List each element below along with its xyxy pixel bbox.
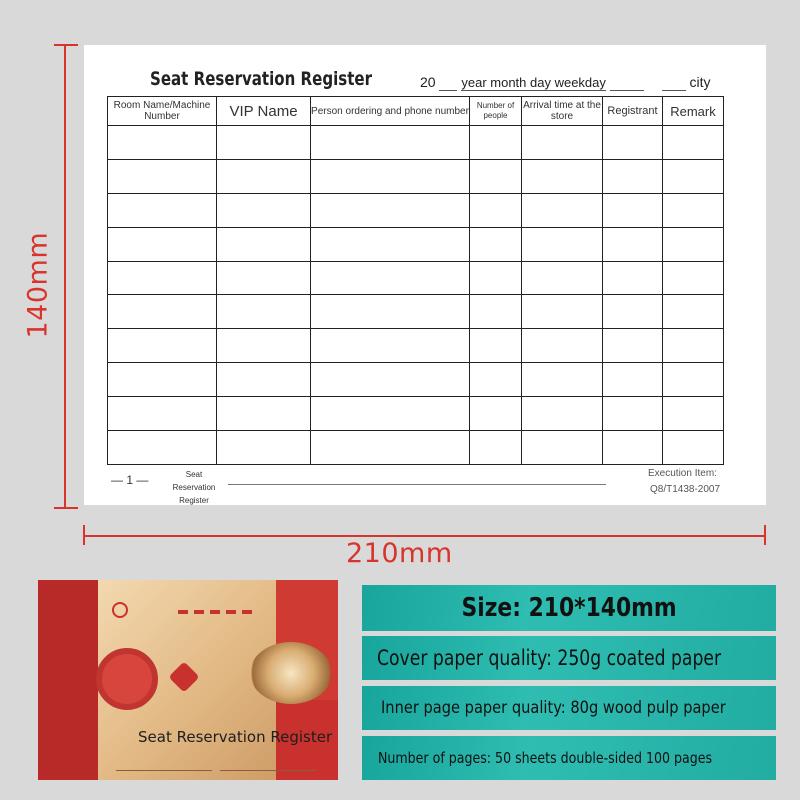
date-line — [420, 74, 710, 91]
height-dimension-tick-bottom — [54, 507, 78, 509]
table-row — [108, 295, 724, 329]
cover-red-panel — [38, 580, 98, 780]
spec-pages-band — [362, 736, 776, 780]
table-cell — [217, 397, 311, 431]
table-cell — [603, 126, 663, 160]
table-cell — [663, 261, 724, 295]
table-cell — [470, 397, 522, 431]
column-header-remark: Remark — [663, 97, 724, 126]
table-cell — [311, 363, 470, 397]
table-cell — [603, 363, 663, 397]
table-cell — [108, 363, 217, 397]
height-dimension-tick-top — [54, 44, 78, 46]
table-row — [108, 363, 724, 397]
column-header-arrival: Arrival time at the store — [522, 97, 603, 126]
table-cell — [603, 193, 663, 227]
table-cell — [311, 126, 470, 160]
table-cell — [663, 363, 724, 397]
table-cell — [108, 159, 217, 193]
peony-flower-icon — [250, 642, 332, 704]
table-cell — [522, 295, 603, 329]
table-cell — [108, 261, 217, 295]
table-cell — [663, 329, 724, 363]
table-cell — [522, 261, 603, 295]
height-dimension-line — [64, 45, 66, 507]
table-cell — [217, 126, 311, 160]
table-cell — [603, 329, 663, 363]
table-cell — [108, 227, 217, 261]
column-header-room: Room Name/Machine Number — [108, 97, 217, 126]
decorative-dots — [178, 610, 258, 614]
table-cell — [470, 159, 522, 193]
table-cell — [311, 397, 470, 431]
table-cell — [470, 126, 522, 160]
register-table — [107, 96, 724, 465]
table-cell — [470, 227, 522, 261]
footer-standard-code: Q8/T1438-2007 — [650, 484, 721, 495]
table-cell — [470, 193, 522, 227]
table-row — [108, 227, 724, 261]
table-row — [108, 397, 724, 431]
spec-cover-paper: Cover paper quality: 250g coated paper — [377, 646, 722, 670]
spec-cover-band — [362, 636, 776, 680]
table-row — [108, 431, 724, 465]
table-cell — [108, 126, 217, 160]
spec-pages: Number of pages: 50 sheets double-sided 100 pages — [378, 749, 713, 767]
column-header-vip-name: VIP Name — [217, 97, 311, 126]
table-row — [108, 261, 724, 295]
cover-line-left — [116, 770, 212, 771]
table-cell — [108, 329, 217, 363]
column-header-people: Number of people — [470, 97, 522, 126]
table-cell — [311, 329, 470, 363]
table-cell — [470, 261, 522, 295]
city-label: city — [689, 74, 711, 90]
spec-inner-band — [362, 686, 776, 730]
table-cell — [470, 295, 522, 329]
table-cell — [522, 126, 603, 160]
width-dimension-tick-right — [764, 525, 766, 545]
table-cell — [522, 193, 603, 227]
width-dimension-line — [84, 535, 766, 537]
date-words: year month day weekday — [461, 75, 606, 90]
table-cell — [663, 126, 724, 160]
table-cell — [108, 295, 217, 329]
cover-title: Seat Reservation Register — [138, 728, 333, 746]
table-cell — [470, 431, 522, 465]
table-cell — [522, 227, 603, 261]
table-row — [108, 159, 724, 193]
width-dimension-tick-left — [83, 525, 85, 545]
table-cell — [522, 431, 603, 465]
table-cell — [217, 159, 311, 193]
table-cell — [108, 397, 217, 431]
table-cell — [663, 227, 724, 261]
spec-size: Size: 210*140mm — [461, 593, 677, 623]
table-cell — [603, 431, 663, 465]
table-cell — [663, 431, 724, 465]
spec-size-band — [362, 585, 776, 631]
table-cell — [603, 261, 663, 295]
table-cell — [217, 295, 311, 329]
table-row — [108, 193, 724, 227]
table-cell — [522, 397, 603, 431]
table-cell — [663, 295, 724, 329]
coin-pattern — [96, 648, 158, 710]
header-row — [108, 97, 724, 126]
footer-execution-label: Execution Item: — [648, 468, 717, 479]
table-cell — [311, 193, 470, 227]
column-header-registrant: Registrant — [603, 97, 663, 126]
table-cell — [603, 295, 663, 329]
table-cell — [663, 159, 724, 193]
brand-logo — [112, 602, 128, 618]
table-cell — [663, 397, 724, 431]
date-prefix: 20 — [420, 74, 436, 90]
table-cell — [470, 329, 522, 363]
table-cell — [603, 159, 663, 193]
column-header-person-phone: Person ordering and phone number — [311, 97, 470, 126]
register-title: Seat Reservation Register — [150, 68, 373, 90]
cover-image — [38, 580, 338, 780]
table-cell — [522, 363, 603, 397]
footer-rule — [228, 484, 606, 485]
footer-page-number: — 1 — — [111, 473, 149, 487]
cover-line-right — [220, 770, 316, 771]
table-cell — [522, 159, 603, 193]
table-cell — [311, 431, 470, 465]
width-dimension-label: 210mm — [346, 538, 453, 569]
table-cell — [603, 397, 663, 431]
height-dimension-label: 140mm — [22, 231, 54, 339]
table-cell — [470, 363, 522, 397]
table-cell — [217, 261, 311, 295]
table-cell — [663, 193, 724, 227]
table-cell — [217, 193, 311, 227]
table-cell — [522, 329, 603, 363]
table-cell — [311, 295, 470, 329]
table-cell — [217, 431, 311, 465]
table-cell — [108, 193, 217, 227]
table-row — [108, 126, 724, 160]
table-cell — [217, 329, 311, 363]
table-cell — [311, 227, 470, 261]
table-cell — [217, 363, 311, 397]
table-row — [108, 329, 724, 363]
table-cell — [311, 261, 470, 295]
table-cell — [603, 227, 663, 261]
spec-inner-paper: Inner page paper quality: 80g wood pulp paper — [381, 698, 726, 718]
table-cell — [217, 227, 311, 261]
table-cell — [311, 159, 470, 193]
table-cell — [108, 431, 217, 465]
footer-book-title: Seat Reservation Register — [172, 470, 216, 505]
